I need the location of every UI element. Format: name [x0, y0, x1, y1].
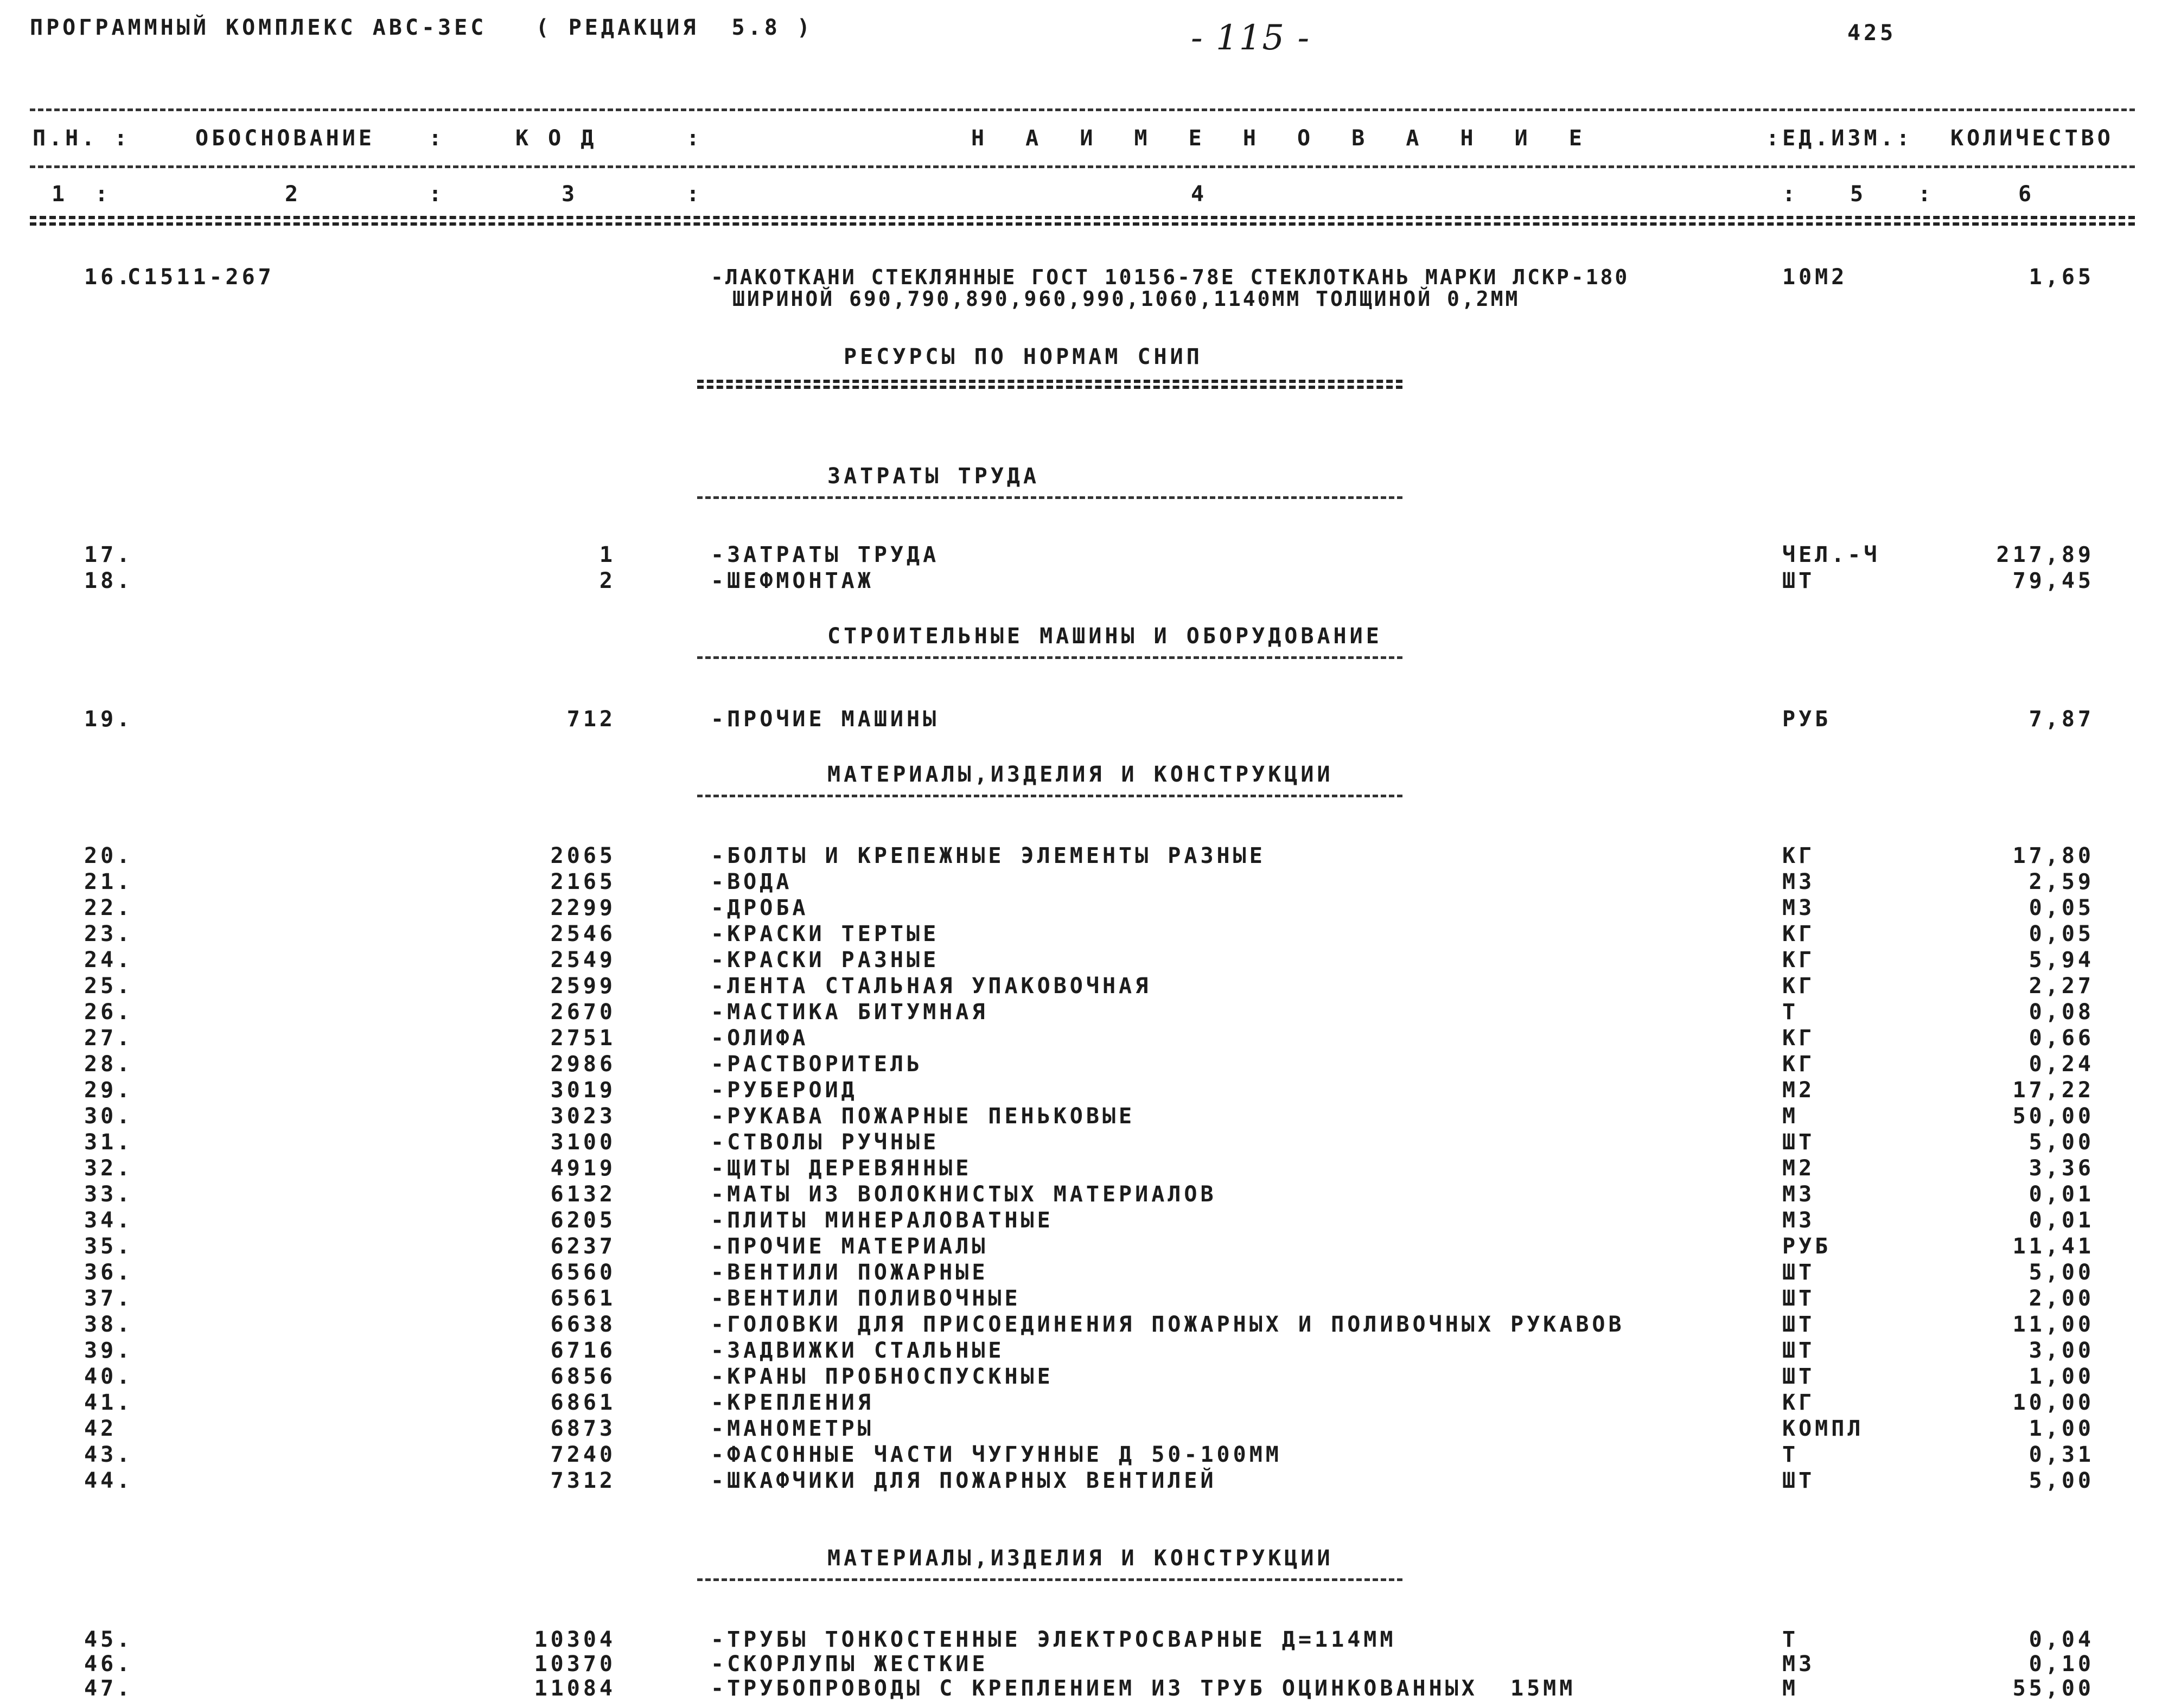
- row-code: 10370: [534, 1652, 616, 1677]
- row-name: -ВОДА: [711, 869, 793, 894]
- row-code: 6561: [550, 1286, 616, 1311]
- row-name: -КРАСКИ РАЗНЫЕ: [711, 948, 940, 973]
- row-name: -ПРОЧИЕ МАТЕРИАЛЫ: [711, 1234, 989, 1259]
- row-name: -ВЕНТИЛИ ПОЛИВОЧНЫЕ: [711, 1286, 1021, 1311]
- row-unit: ШТ: [1782, 1260, 1815, 1285]
- row-unit: ЧЕЛ.-Ч: [1782, 542, 1880, 567]
- row-code: 6861: [550, 1390, 616, 1415]
- section-title: МАТЕРИАЛЫ,ИЗДЕЛИЯ И КОНСТРУКЦИИ: [827, 762, 1334, 787]
- row-number: 27.: [84, 1026, 133, 1051]
- lead-basis: С1511-267: [127, 265, 275, 290]
- row-unit: М2: [1782, 1156, 1815, 1181]
- row-qty: 0,24: [2029, 1052, 2094, 1077]
- row-name: -СТВОЛЫ РУЧНЫЕ: [711, 1130, 940, 1155]
- row-unit: М: [1782, 1676, 1799, 1701]
- row-number: 32.: [84, 1156, 133, 1181]
- lead-name-line2: ШИРИНОЙ 690,790,890,960,990,1060,1140ММ ТОЛЩИНОЙ 0,2ММ: [732, 287, 1520, 311]
- row-name: -ЛЕНТА СТАЛЬНАЯ УПАКОВОЧНАЯ: [711, 974, 1152, 999]
- row-name: -ТРУБЫ ТОНКОСТЕННЫЕ ЭЛЕКТРОСВАРНЫЕ Д=114ММ: [711, 1627, 1396, 1652]
- row-number: 44.: [84, 1468, 133, 1493]
- row-unit: КГ: [1782, 922, 1815, 946]
- row-code: 2549: [550, 948, 616, 973]
- row-number: 39.: [84, 1338, 133, 1363]
- row-qty: 5,00: [2029, 1260, 2094, 1285]
- col-number-sep: :: [686, 182, 703, 207]
- row-qty: 2,00: [2029, 1286, 2094, 1311]
- row-unit: М2: [1782, 1078, 1815, 1103]
- row-unit: КГ: [1782, 1390, 1815, 1415]
- row-number: 35.: [84, 1234, 133, 1259]
- row-name: -ШЕФМОНТАЖ: [711, 568, 874, 593]
- row-unit: РУБ: [1782, 707, 1832, 732]
- section-title: ЗАТРАТЫ ТРУДА: [827, 464, 1040, 489]
- row-number: 45.: [84, 1627, 133, 1652]
- row-number: 43.: [84, 1442, 133, 1467]
- row-number: 19.: [84, 707, 133, 732]
- row-number: 42: [84, 1416, 117, 1441]
- row-unit: М3: [1782, 1652, 1815, 1677]
- row-code: 6132: [550, 1182, 616, 1207]
- row-unit: КГ: [1782, 843, 1815, 868]
- row-number: 28.: [84, 1052, 133, 1077]
- col-number-4: 4: [1191, 182, 1208, 207]
- row-number: 31.: [84, 1130, 133, 1155]
- row-code: 2165: [550, 869, 616, 894]
- row-number: 41.: [84, 1390, 133, 1415]
- col-header-qty: КОЛИЧЕСТВО: [1950, 126, 2114, 151]
- page-number: - 115 -: [1191, 18, 1311, 58]
- row-number: 37.: [84, 1286, 133, 1311]
- row-name: -ДРОБА: [711, 895, 809, 920]
- col-number-2: 2: [285, 182, 302, 207]
- row-name: -МАСТИКА БИТУМНАЯ: [711, 1000, 989, 1025]
- col-header-sep: :: [686, 126, 703, 151]
- row-name: -ПЛИТЫ МИНЕРАЛОВАТНЫЕ: [711, 1208, 1054, 1233]
- row-number: 38.: [84, 1312, 133, 1337]
- row-number: 21.: [84, 869, 133, 894]
- row-name: -РАСТВОРИТЕЛЬ: [711, 1052, 923, 1077]
- col-number-6: 6: [2018, 182, 2035, 207]
- row-unit: ШТ: [1782, 1338, 1815, 1363]
- row-qty: 3,36: [2029, 1156, 2094, 1181]
- resources-title: РЕСУРСЫ ПО НОРМАМ СНИП: [844, 344, 1203, 369]
- row-unit: КГ: [1782, 1052, 1815, 1077]
- row-qty: 10,00: [2012, 1390, 2094, 1415]
- row-unit: М3: [1782, 1182, 1815, 1207]
- row-name: -ВЕНТИЛИ ПОЖАРНЫЕ: [711, 1260, 989, 1285]
- row-number: 29.: [84, 1078, 133, 1103]
- sheet-number: 425: [1847, 21, 1897, 46]
- row-code: 2: [599, 568, 616, 593]
- row-unit: ШТ: [1782, 1468, 1815, 1493]
- col-number-sep: :: [429, 182, 445, 207]
- header-rule-mid: [30, 165, 2135, 168]
- row-unit: КОМПЛ: [1782, 1416, 1864, 1441]
- row-code: 7240: [550, 1442, 616, 1467]
- row-number: 47.: [84, 1676, 133, 1701]
- row-number: 17.: [84, 542, 133, 567]
- row-unit: КГ: [1782, 1026, 1815, 1051]
- lead-name-line1: -ЛАКОТКАНИ СТЕКЛЯННЫЕ ГОСТ 10156-78Е СТЕКЛОТКАНЬ МАРКИ ЛСКР-180: [711, 265, 1630, 289]
- row-name: -ГОЛОВКИ ДЛЯ ПРИСОЕДИНЕНИЯ ПОЖАРНЫХ И ПОЛИВОЧНЫХ РУКАВОВ: [711, 1312, 1625, 1337]
- row-number: 18.: [84, 568, 133, 593]
- row-name: -ОЛИФА: [711, 1026, 809, 1051]
- row-name: -МАТЫ ИЗ ВОЛОКНИСТЫХ МАТЕРИАЛОВ: [711, 1182, 1217, 1207]
- row-name: -ПРОЧИЕ МАШИНЫ: [711, 707, 940, 732]
- row-qty: 0,08: [2029, 1000, 2094, 1025]
- row-unit: Т: [1782, 1000, 1799, 1025]
- header-rule-top: [30, 108, 2135, 111]
- col-number-1: 1: [52, 182, 68, 207]
- row-number: 23.: [84, 922, 133, 946]
- row-unit: КГ: [1782, 948, 1815, 973]
- col-header-code: К О Д: [515, 126, 597, 151]
- row-number: 34.: [84, 1208, 133, 1233]
- row-qty: 0,31: [2029, 1442, 2094, 1467]
- row-qty: 217,89: [1996, 542, 2094, 567]
- row-code: 2670: [550, 1000, 616, 1025]
- row-number: 30.: [84, 1104, 133, 1129]
- row-code: 4919: [550, 1156, 616, 1181]
- row-qty: 11,41: [2012, 1234, 2094, 1259]
- row-name: -РУКАВА ПОЖАРНЫЕ ПЕНЬКОВЫЕ: [711, 1104, 1136, 1129]
- row-qty: 17,80: [2012, 843, 2094, 868]
- row-name: -КРЕПЛЕНИЯ: [711, 1390, 874, 1415]
- row-number: 26.: [84, 1000, 133, 1025]
- lead-row-number: 16.: [84, 265, 133, 290]
- row-qty: 0,04: [2029, 1627, 2094, 1652]
- row-unit: ШТ: [1782, 1130, 1815, 1155]
- row-code: 6873: [550, 1416, 616, 1441]
- col-number-sep: :: [1782, 182, 1799, 207]
- row-code: 7312: [550, 1468, 616, 1493]
- row-number: 36.: [84, 1260, 133, 1285]
- col-number-3: 3: [562, 182, 578, 207]
- resources-title-rule: [697, 380, 1402, 389]
- col-number-5: 5: [1850, 182, 1867, 207]
- col-header-unit: :ЕД.ИЗМ.:: [1766, 126, 1913, 151]
- row-unit: ШТ: [1782, 1286, 1815, 1311]
- row-qty: 55,00: [2012, 1676, 2094, 1701]
- section-title-rule: [697, 496, 1402, 499]
- section-title: МАТЕРИАЛЫ,ИЗДЕЛИЯ И КОНСТРУКЦИИ: [827, 1546, 1334, 1571]
- row-number: 40.: [84, 1364, 133, 1389]
- row-code: 2986: [550, 1052, 616, 1077]
- col-number-sep: :: [1918, 182, 1935, 207]
- row-code: 10304: [534, 1627, 616, 1652]
- section-title: СТРОИТЕЛЬНЫЕ МАШИНЫ И ОБОРУДОВАНИЕ: [827, 624, 1382, 649]
- row-unit: М: [1782, 1104, 1799, 1129]
- row-name: -СКОРЛУПЫ ЖЕСТКИЕ: [711, 1652, 989, 1677]
- row-code: 11084: [534, 1676, 616, 1701]
- row-number: 22.: [84, 895, 133, 920]
- row-code: 6205: [550, 1208, 616, 1233]
- lead-unit: 10М2: [1782, 265, 1848, 290]
- row-qty: 1,00: [2029, 1364, 2094, 1389]
- row-qty: 79,45: [2012, 568, 2094, 593]
- row-qty: 0,05: [2029, 922, 2094, 946]
- col-header-basis: ОБОСНОВАНИЕ: [195, 126, 375, 151]
- row-qty: 11,00: [2012, 1312, 2094, 1337]
- row-qty: 1,00: [2029, 1416, 2094, 1441]
- row-unit: М3: [1782, 1208, 1815, 1233]
- row-name: -МАНОМЕТРЫ: [711, 1416, 874, 1441]
- row-qty: 5,00: [2029, 1130, 2094, 1155]
- row-qty: 0,10: [2029, 1652, 2094, 1677]
- row-unit: ШТ: [1782, 1312, 1815, 1337]
- row-code: 6716: [550, 1338, 616, 1363]
- row-name: -РУБЕРОИД: [711, 1078, 858, 1103]
- header-rule-bottom: [30, 216, 2135, 226]
- row-name: -ФАСОННЫЕ ЧАСТИ ЧУГУННЫЕ Д 50-100ММ: [711, 1442, 1282, 1467]
- row-code: 3100: [550, 1130, 616, 1155]
- row-qty: 0,01: [2029, 1208, 2094, 1233]
- row-name: -ЩИТЫ ДЕРЕВЯННЫЕ: [711, 1156, 972, 1181]
- row-code: 2065: [550, 843, 616, 868]
- row-code: 2546: [550, 922, 616, 946]
- row-qty: 7,87: [2029, 707, 2094, 732]
- row-unit: ШТ: [1782, 1364, 1815, 1389]
- row-unit: М3: [1782, 869, 1815, 894]
- row-name: -БОЛТЫ И КРЕПЕЖНЫЕ ЭЛЕМЕНТЫ РАЗНЫЕ: [711, 843, 1266, 868]
- row-name: -ЗАТРАТЫ ТРУДА: [711, 542, 940, 567]
- row-code: 6237: [550, 1234, 616, 1259]
- section-title-rule: [697, 656, 1402, 659]
- row-name: -ТРУБОПРОВОДЫ С КРЕПЛЕНИЕМ ИЗ ТРУБ ОЦИНКОВАННЫХ 15ММ: [711, 1676, 1576, 1701]
- program-header: ПРОГРАММНЫЙ КОМПЛЕКС АВС-3ЕС ( РЕДАКЦИЯ 5.8 ): [30, 15, 813, 40]
- row-number: 25.: [84, 974, 133, 999]
- row-unit: РУБ: [1782, 1234, 1832, 1259]
- row-name: -ЗАДВИЖКИ СТАЛЬНЫЕ: [711, 1338, 1005, 1363]
- row-number: 33.: [84, 1182, 133, 1207]
- row-name: -ШКАФЧИКИ ДЛЯ ПОЖАРНЫХ ВЕНТИЛЕЙ: [711, 1468, 1217, 1493]
- row-qty: 17,22: [2012, 1078, 2094, 1103]
- col-header-row: П.Н. :: [33, 126, 131, 151]
- row-code: 1: [599, 542, 616, 567]
- row-unit: ШТ: [1782, 568, 1815, 593]
- row-qty: 5,00: [2029, 1468, 2094, 1493]
- row-qty: 2,59: [2029, 869, 2094, 894]
- row-qty: 0,01: [2029, 1182, 2094, 1207]
- row-qty: 2,27: [2029, 974, 2094, 999]
- row-code: 6856: [550, 1364, 616, 1389]
- row-code: 3019: [550, 1078, 616, 1103]
- row-qty: 0,05: [2029, 895, 2094, 920]
- section-title-rule: [697, 795, 1402, 797]
- row-number: 24.: [84, 948, 133, 973]
- row-qty: 5,94: [2029, 948, 2094, 973]
- row-code: 2599: [550, 974, 616, 999]
- row-code: 6638: [550, 1312, 616, 1337]
- row-code: 712: [566, 707, 616, 732]
- section-title-rule: [697, 1578, 1402, 1581]
- row-qty: 50,00: [2012, 1104, 2094, 1129]
- col-header-name: Н А И М Е Н О В А Н И Е: [971, 126, 1596, 151]
- row-unit: Т: [1782, 1442, 1799, 1467]
- row-code: 3023: [550, 1104, 616, 1129]
- row-unit: Т: [1782, 1627, 1799, 1652]
- col-number-sep: :: [95, 182, 112, 207]
- row-code: 6560: [550, 1260, 616, 1285]
- row-name: -КРАСКИ ТЕРТЫЕ: [711, 922, 940, 946]
- lead-qty: 1,65: [2029, 265, 2094, 290]
- row-code: 2299: [550, 895, 616, 920]
- row-name: -КРАНЫ ПРОБНОСПУСКНЫЕ: [711, 1364, 1054, 1389]
- col-header-sep: :: [429, 126, 445, 151]
- row-number: 46.: [84, 1652, 133, 1677]
- row-number: 20.: [84, 843, 133, 868]
- row-unit: КГ: [1782, 974, 1815, 999]
- row-unit: М3: [1782, 895, 1815, 920]
- row-code: 2751: [550, 1026, 616, 1051]
- row-qty: 3,00: [2029, 1338, 2094, 1363]
- row-qty: 0,66: [2029, 1026, 2094, 1051]
